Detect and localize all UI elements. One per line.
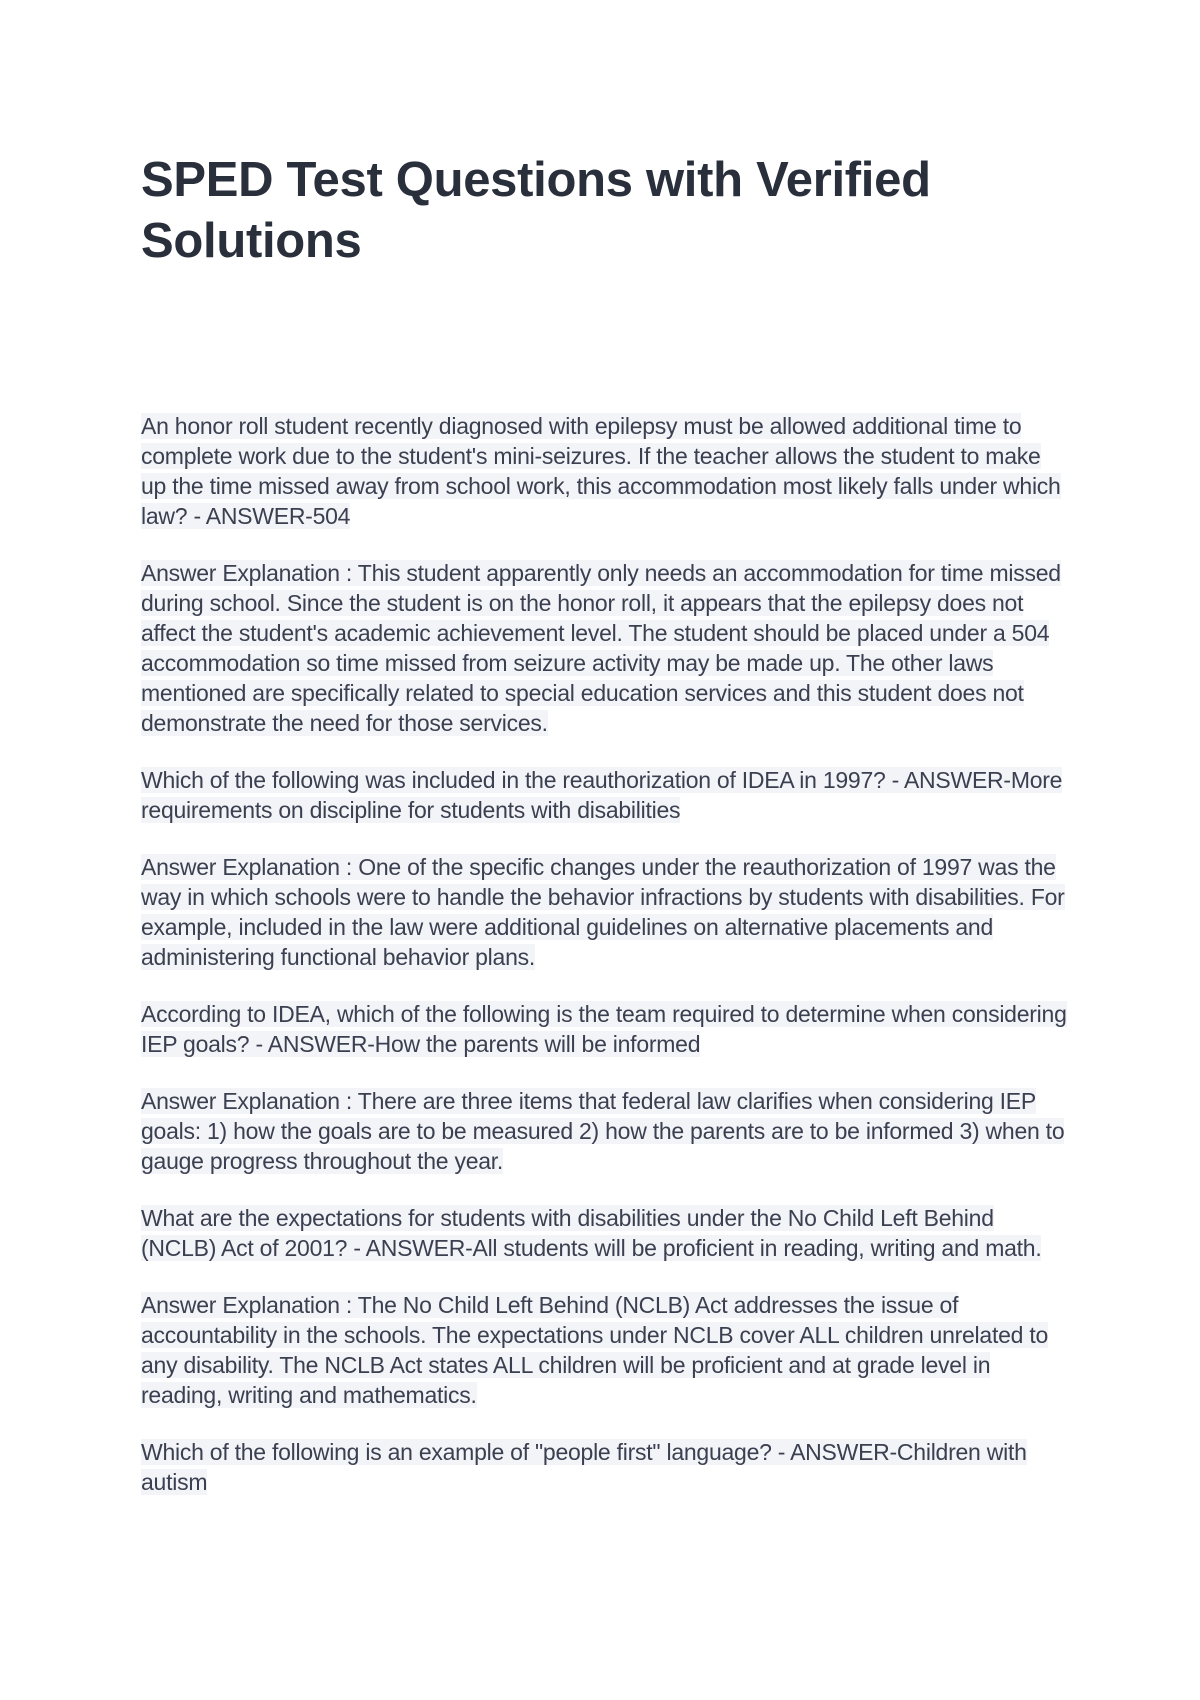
document-body	[141, 411, 1071, 1497]
answer-explanation-paragraph	[141, 852, 1071, 972]
document-title: SPED Test Questions with Verified Solutions	[141, 153, 931, 268]
question-paragraph	[141, 411, 1071, 531]
question-paragraph	[141, 999, 1071, 1059]
answer-explanation-paragraph	[141, 1086, 1071, 1176]
paragraph-text: Answer Explanation : This student apparently only needs an accommodation for time missed during school. Since the student is on the honor roll, it appears that the epilepsy does not affect the student's academic achievement level. The student should be placed under a 504 accommodation so time missed from seizure activity may be made up. The other laws mentioned are specifically related to special education services and this student does not demonstrate the need for those services.	[141, 560, 1061, 736]
paragraph-text: According to IDEA, which of the following is the team required to determine when considering IEP goals? - ANSWER-How the parents will be informed	[141, 1001, 1067, 1057]
paragraph-text: Answer Explanation : One of the specific changes under the reauthorization of 1997 was the way in which schools were to handle the behavior infractions by students with disabilities. For example, included in the law were additional guidelines on alternative placements and administering functional behavior plans.	[141, 854, 1065, 970]
document-page	[141, 150, 1071, 1524]
paragraph-text: Which of the following was included in the reauthorization of IDEA in 1997? - ANSWER-More requirements on discipline for students with disabilities	[141, 767, 1063, 823]
paragraph-text: Which of the following is an example of "people first" language? - ANSWER-Children with autism	[141, 1439, 1027, 1495]
question-paragraph	[141, 765, 1071, 825]
answer-explanation-paragraph	[141, 1290, 1071, 1410]
paragraph-text: What are the expectations for students with disabilities under the No Child Left Behind (NCLB) Act of 2001? - ANSWER-All students will be proficient in reading, writing and math.	[141, 1205, 1042, 1261]
paragraph-text: Answer Explanation : The No Child Left Behind (NCLB) Act addresses the issue of accountability in the schools. The expectations under NCLB cover ALL children unrelated to any disability. The NCLB Act states ALL children will be proficient and at grade level in reading, writing and mathematics.	[141, 1292, 1049, 1408]
answer-explanation-paragraph	[141, 558, 1071, 738]
paragraph-text: An honor roll student recently diagnosed with epilepsy must be allowed additional time to complete work due to the student's mini-seizures. If the teacher allows the student to make up the time missed away from school work, this accommodation most likely falls under which law? - ANSWER-504	[141, 413, 1061, 529]
question-paragraph	[141, 1437, 1071, 1497]
paragraph-text: Answer Explanation : There are three items that federal law clarifies when considering IEP goals: 1) how the goals are to be measured 2) how the parents are to be informed 3) when to gauge progress throughout the year.	[141, 1088, 1065, 1174]
question-paragraph	[141, 1203, 1071, 1263]
